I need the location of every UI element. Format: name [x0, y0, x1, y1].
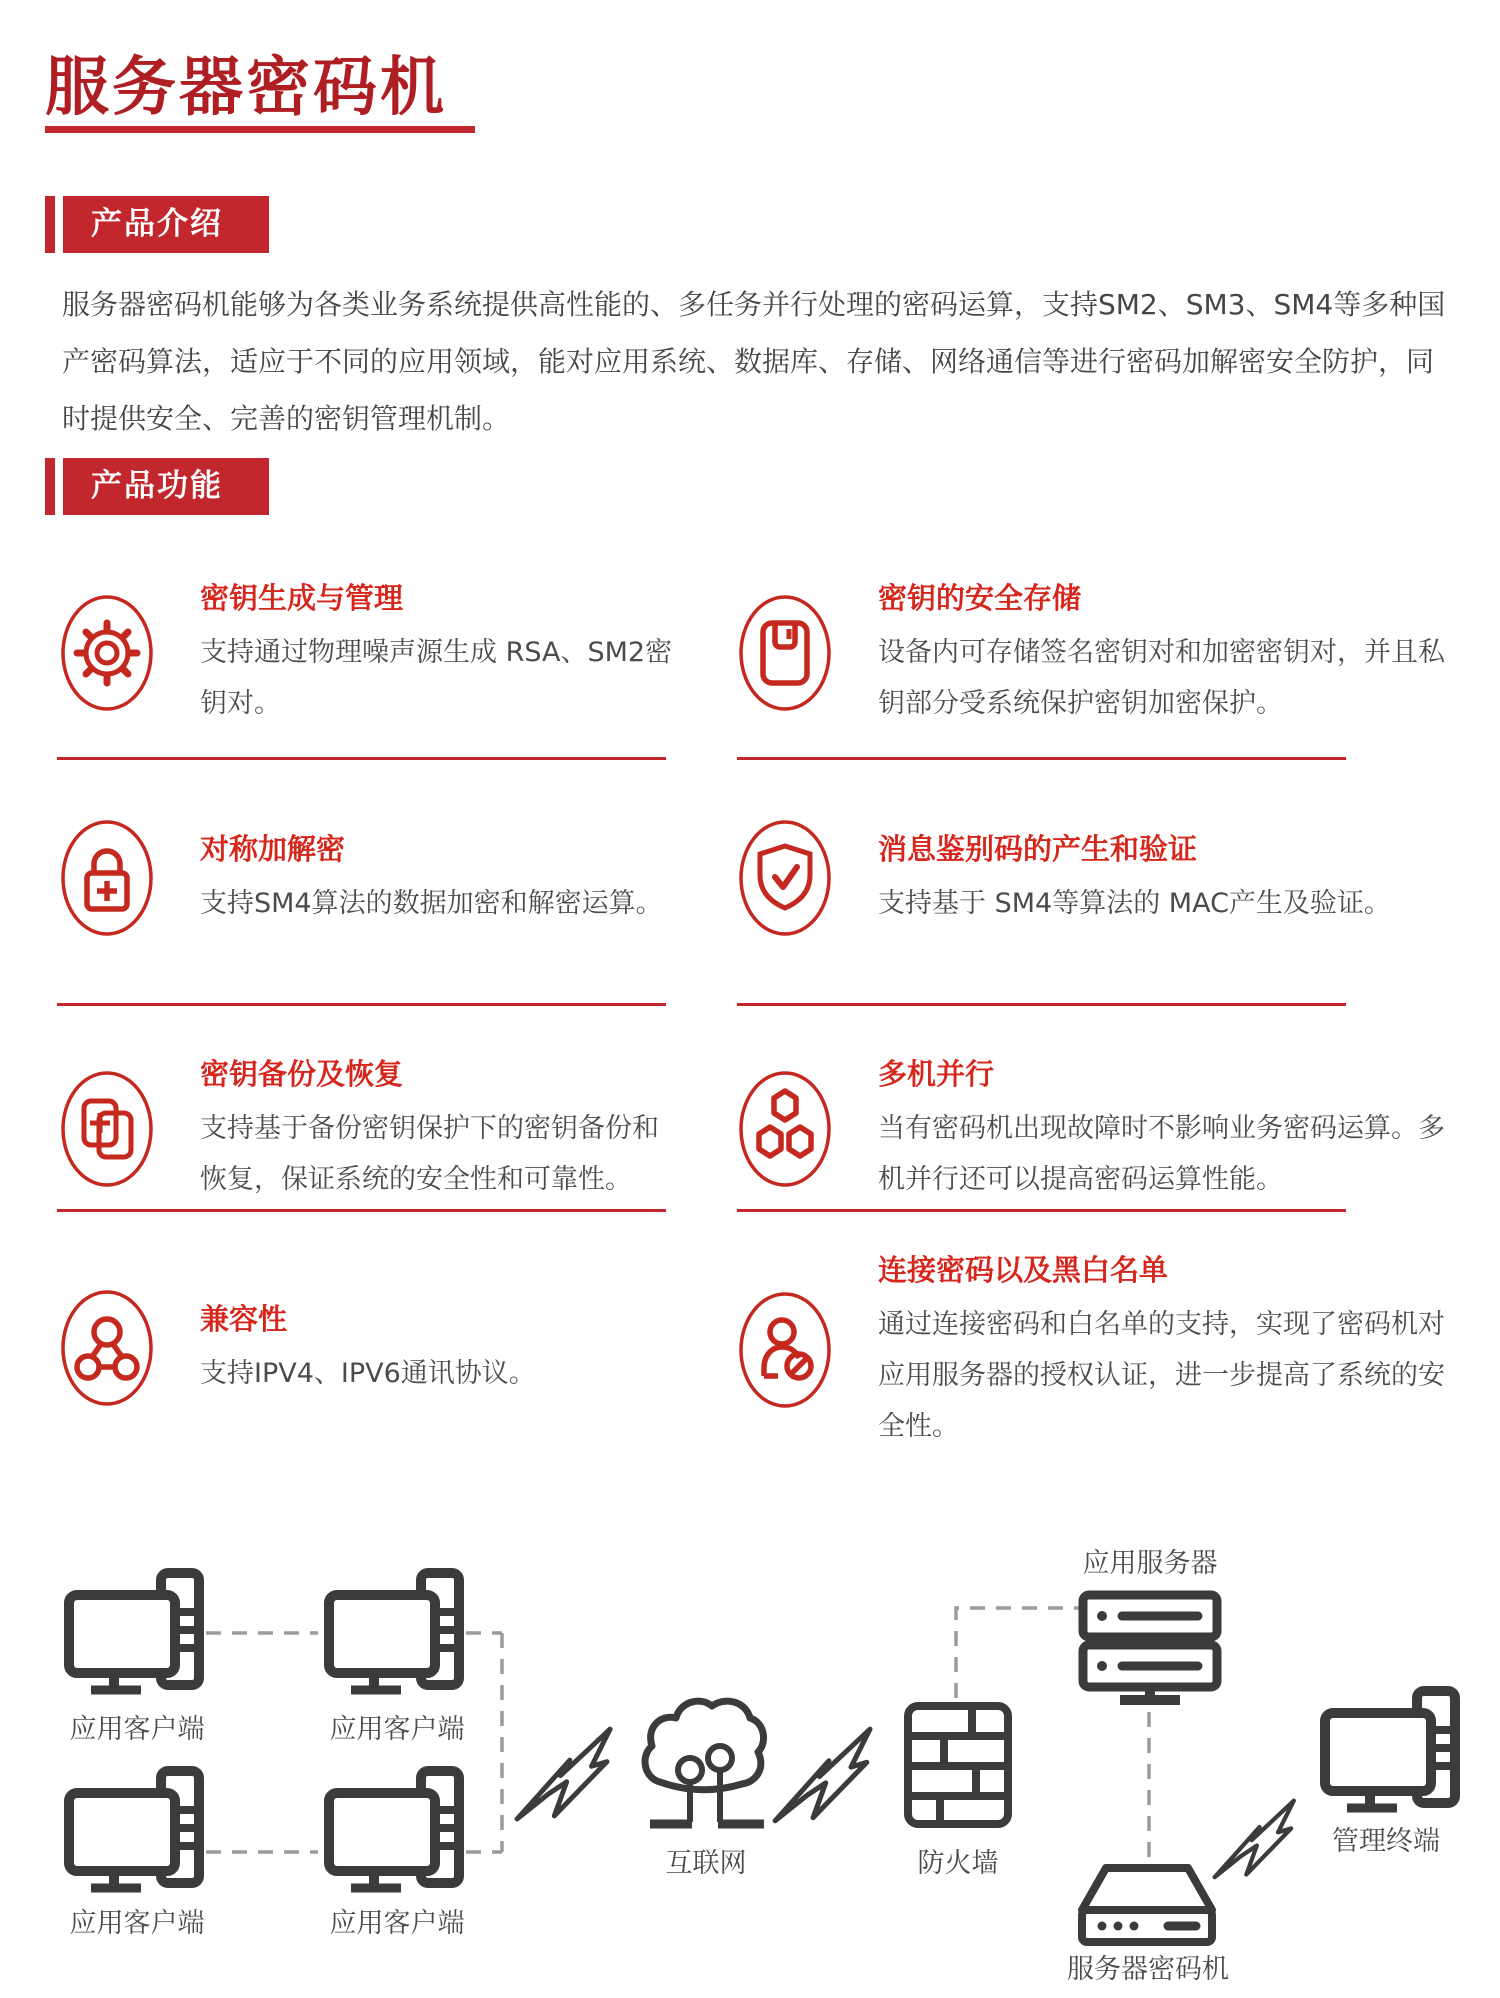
feature-desc: 支持基于 SM4等算法的 MAC产生及验证。 — [878, 888, 1391, 919]
client-label: 应用客户端 — [329, 1908, 465, 1939]
banner-accent-bar — [45, 196, 55, 253]
feature-symmetric-crypto — [0, 760, 737, 1006]
feature-desc: 通过连接密码和白名单的支持，实现了密码机对应用服务器的授权认证，进一步提高了系统的安全性。 — [878, 1309, 1445, 1442]
feature-title: 密钥的安全存储 — [878, 581, 1082, 615]
gear-icon — [59, 593, 155, 713]
feature-title: 多机并行 — [878, 1057, 995, 1091]
client-label: 应用客户端 — [69, 1908, 205, 1939]
internet-cloud-icon — [645, 1701, 764, 1824]
feature-mac-verification — [737, 760, 1500, 1006]
feature-title: 兼容性 — [200, 1302, 288, 1336]
feature-title: 消息鉴别码的产生和验证 — [878, 832, 1198, 866]
intro-paragraph: 服务器密码机能够为各类业务系统提供高性能的、多任务并行处理的密码运算，支持SM2、SM3、SM4等多种国产密码算法，适应于不同的应用领域，能对应用系统、数据库、存储、网络通信等进行密码加解密安全防护，同时提供安全、完善的密钥管理机制。 — [62, 288, 1446, 435]
feature-compatibility — [0, 1212, 737, 1444]
backup-cards-icon — [59, 1069, 155, 1189]
floppy-disk-icon — [737, 593, 833, 713]
client-label: 应用客户端 — [329, 1714, 465, 1745]
molecule-icon — [59, 1288, 155, 1408]
client-computer-icon — [69, 1771, 199, 1888]
feature-multi-machine — [737, 1006, 1500, 1212]
shield-check-icon — [737, 818, 833, 938]
client-computer-icon — [329, 1771, 459, 1888]
user-block-icon — [737, 1290, 833, 1410]
lock-plus-icon — [59, 818, 155, 938]
feature-desc: 支持SM4算法的数据加密和解密运算。 — [200, 888, 663, 919]
client-computer-icon — [69, 1573, 199, 1690]
lightning-icon — [1215, 1801, 1294, 1878]
app-server-label: 应用服务器 — [1082, 1548, 1218, 1579]
crypto-machine-icon — [1082, 1868, 1212, 1942]
section-heading-features: 产品功能 — [63, 458, 269, 515]
title-underline — [45, 126, 475, 133]
feature-desc: 支持通过物理噪声源生成 RSA、SM2密钥对。 — [200, 637, 673, 719]
firewall-label: 防火墙 — [917, 1848, 999, 1879]
feature-title: 密钥生成与管理 — [200, 581, 404, 615]
hexagons-icon — [737, 1069, 833, 1189]
client-computer-icon — [329, 1573, 459, 1690]
management-terminal-icon — [1325, 1691, 1455, 1808]
feature-key-backup — [0, 1006, 737, 1212]
app-server-icon — [1083, 1595, 1217, 1700]
client-label: 应用客户端 — [69, 1714, 205, 1745]
banner-accent-bar — [45, 458, 55, 515]
feature-desc: 支持基于备份密钥保护下的密钥备份和恢复，保证系统的安全性和可靠性。 — [200, 1113, 659, 1195]
feature-grid — [0, 568, 1500, 1444]
crypto-machine-label: 服务器密码机 — [1067, 1954, 1229, 1985]
feature-desc: 当有密码机出现故障时不影响业务密码运算。多机并行还可以提高密码运算性能。 — [878, 1113, 1445, 1195]
lightning-icon — [775, 1729, 870, 1821]
section-heading-intro: 产品介绍 — [63, 196, 269, 253]
section-banner-features — [45, 458, 269, 515]
feature-whitelist — [737, 1212, 1500, 1444]
feature-secure-storage — [737, 568, 1500, 760]
feature-title: 对称加解密 — [200, 832, 346, 866]
feature-key-generation — [0, 568, 737, 760]
terminal-label: 管理终端 — [1332, 1826, 1440, 1857]
internet-label: 互联网 — [665, 1848, 747, 1879]
section-banner-intro — [45, 196, 269, 253]
feature-title: 密钥备份及恢复 — [200, 1057, 404, 1091]
lightning-icon — [517, 1729, 610, 1819]
feature-desc: 设备内可存储签名密钥对和加密密钥对，并且私钥部分受系统保护密钥加密保护。 — [878, 637, 1445, 719]
feature-desc: 支持IPV4、IPV6通讯协议。 — [200, 1358, 536, 1389]
feature-title: 连接密码以及黑白名单 — [878, 1253, 1169, 1287]
network-topology-diagram — [0, 1480, 1500, 1998]
page-title: 服务器密码机 — [45, 51, 447, 125]
firewall-icon — [908, 1706, 1008, 1824]
